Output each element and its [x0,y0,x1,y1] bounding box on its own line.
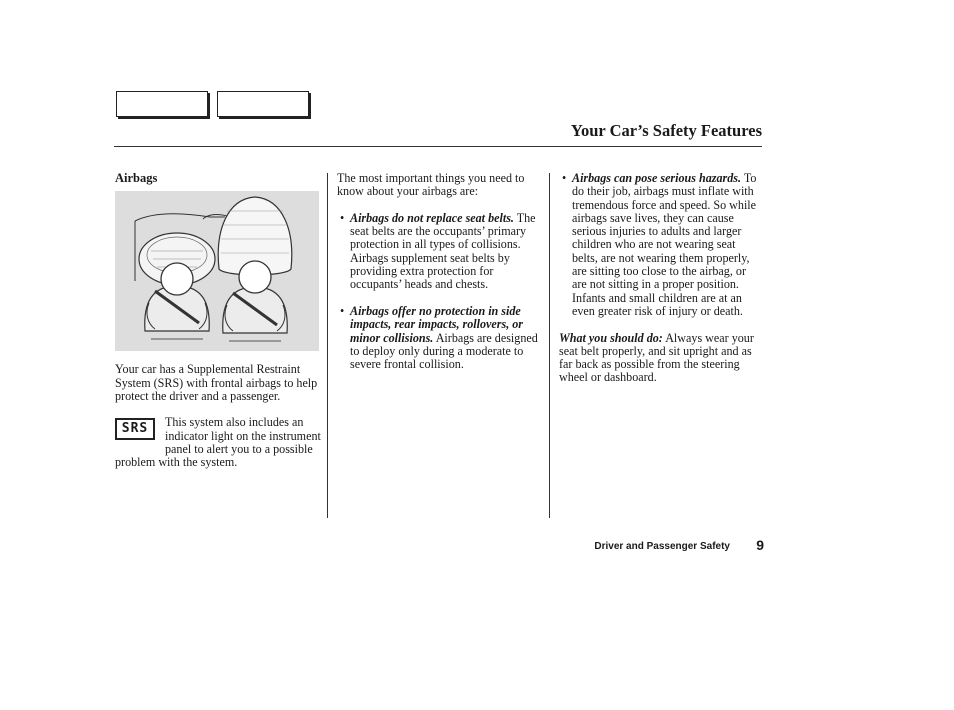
section-heading: Airbags [115,171,158,185]
bullet-text: To do their job, airbags must inflate with tremendous force and speed. So while airbags save lives, they can cause serious injuries to adults and larger children who are not wearing seat belts, are not wearing them properly, are sitting too close to the airbag, or are not sitting in a proper position. Infants and small children are at an even greater risk of injury or death. [572,171,757,318]
bullet-icon: • [562,171,567,185]
page-title: Your Car’s Safety Features [570,121,762,140]
bullet-heading: Airbags offer no protection in side impacts, rear impacts, rollovers, or minor collisions. [350,303,524,345]
what-label: What you should do: [559,330,663,345]
list-item-seat-belts [337,212,541,292]
index-tab-2[interactable] [217,91,309,117]
column-2 [337,172,541,371]
list-item-no-protection [337,305,541,371]
bullet-text: Airbags are designed to deploy only during a moderate to severe frontal collision. [350,330,538,372]
column-divider-2 [549,173,550,518]
page-number: 9 [756,537,764,553]
bullet-text: The seat belts are the occupants’ primary protection in all types of collisions. Airbags supplement seat belts by providing extra protection for occupants’ heads and chests. [350,210,536,292]
bullet-heading: Airbags can pose serious hazards. [572,171,742,185]
bullet-icon: • [340,303,345,318]
bullet-heading: Airbags do not replace seat belts. [350,210,514,225]
airbag-illustration [115,191,319,351]
bullet-icon: • [340,210,345,225]
what-you-should-do [559,332,762,385]
list-item-hazards [559,172,762,318]
srs-intro-text: Your car has a Supplemental Restraint System (SRS) with frontal airbags to help protect the driver and a passenger. [115,362,318,403]
srs-indicator-text: This system also includes an indicator light on the instrument panel to alert you to a possible problem with the system. [115,415,321,470]
column-divider-1 [327,173,328,518]
index-tab-1[interactable] [116,91,208,117]
srs-indicator-icon: SRS [115,418,155,440]
column-3 [559,172,762,385]
column-1 [115,172,321,470]
airbag-intro-text: The most important things you need to know about your airbags are: [337,171,525,199]
what-text: Always wear your seat belt properly, and sit upright and as far back as possible from the steering wheel or dashboard. [559,330,754,385]
footer-section-label: Driver and Passenger Safety [594,541,730,552]
srs-indicator-note [115,416,321,469]
title-divider [114,146,762,147]
airbag-figure-svg [115,191,319,351]
